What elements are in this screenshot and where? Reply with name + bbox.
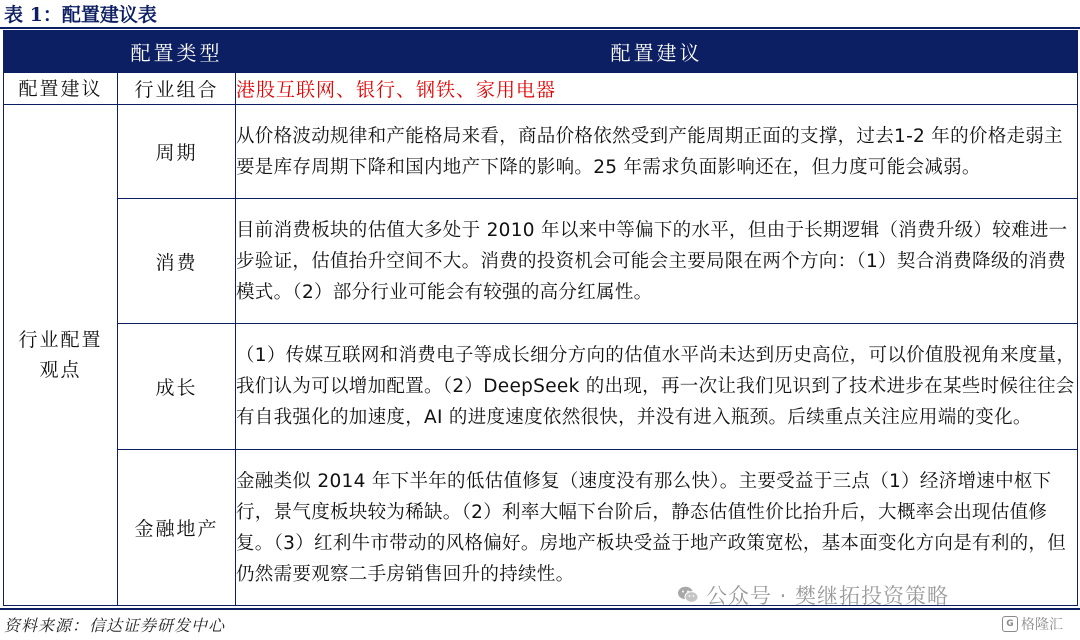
- header-cell-blank: [4, 31, 118, 73]
- row-type: 成长: [118, 324, 236, 450]
- header-row: [4, 31, 1078, 73]
- view-group-label: [4, 105, 118, 606]
- gelonghui-logo-icon: G: [1002, 616, 1018, 632]
- combo-value: 港股互联网、银行、钢铁、家用电器: [236, 73, 1078, 105]
- header-cell-type: 配置类型: [118, 31, 236, 73]
- top-rule: [0, 27, 1080, 29]
- row-type: 金融地产: [118, 450, 236, 606]
- table-row-growth: [4, 324, 1078, 450]
- table-row-cycle: [4, 105, 1078, 199]
- watermark-text: 公众号 · 樊继拓投资策略: [706, 584, 950, 608]
- source-note: 资料来源：信达证券研发中心: [4, 616, 226, 635]
- wechat-icon: [676, 583, 700, 607]
- row-text: 从价格波动规律和产能格局来看，商品价格依然受到产能周期正面的支撑，过去1-2 年的价格走弱主要是库存周期下降和国内地产下降的影响。25 年需求负面影响还在，但力度可能会减弱。: [236, 105, 1078, 199]
- watermark: [676, 580, 949, 610]
- row-text: 金融类似 2014 年下半年的低估值修复（速度没有那么快）。主要受益于三点（1）经济增速中枢下行，景气度板块较为稀缺。（2）利率大幅下台阶后，静态估值性价比抬升后，大概率会出现估值修复。（3）红利牛市带动的风格偏好。房地产板块受益于地产政策宽松，基本面变化方向是有利的，但仍然需要观察二手房销售回升的持续性。: [236, 450, 1078, 606]
- table-caption: 表 1：配置建议表: [4, 4, 157, 26]
- row-text: （1）传媒互联网和消费电子等成长细分方向的估值水平尚未达到历史高位，可以价值股视角来度量，我们认为可以增加配置。（2）DeepSeek 的出现，再一次让我们见识到了技术进步在某些时候往往会有自我强化的加速度，AI 的进度速度依然很快，并没有进入瓶颈。后续重点关注应用端的变化。: [236, 324, 1078, 450]
- view-group-text: 行业配置观点: [18, 329, 103, 381]
- badge-text: 格隆汇: [1021, 617, 1063, 633]
- combo-row: [4, 73, 1078, 105]
- row-type: 周期: [118, 105, 236, 199]
- recommendation-table: [3, 30, 1078, 606]
- combo-type: 行业组合: [118, 73, 236, 105]
- row-text: 目前消费板块的估值大多处于 2010 年以来中等偏下的水平，但由于长期逻辑（消费升级）较难进一步验证，估值抬升空间不大。消费的投资机会可能会主要局限在两个方向：（1）契合消费降级的消费模式。（2）部分行业可能会有较强的高分红属性。: [236, 199, 1078, 324]
- table-row-consumption: [4, 199, 1078, 324]
- header-cell-suggestion: 配置建议: [236, 31, 1078, 73]
- row-type: 消费: [118, 199, 236, 324]
- combo-label: 配置建议: [4, 73, 118, 105]
- gelonghui-badge: [1002, 614, 1063, 634]
